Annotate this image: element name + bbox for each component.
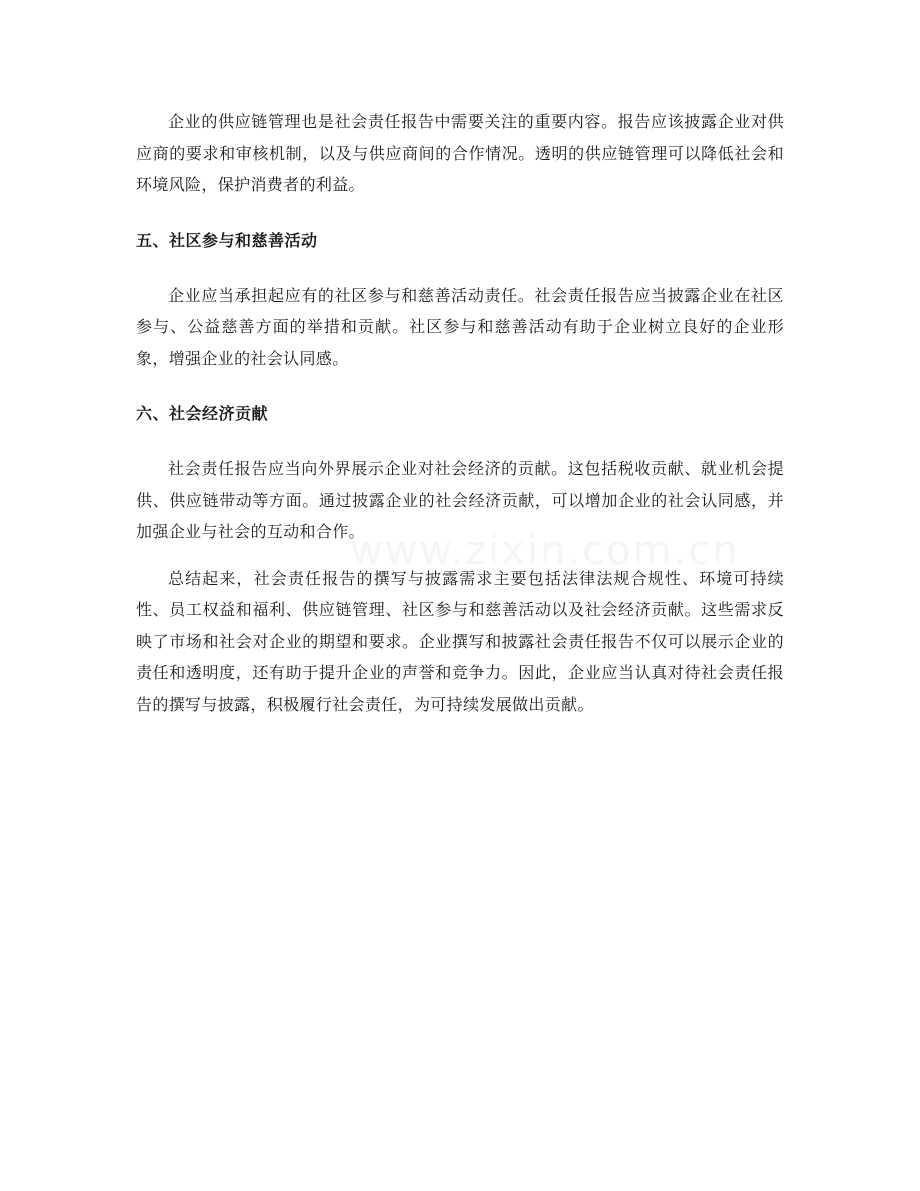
watermark: www.zixin.com.cn: [350, 528, 740, 574]
spacer: [136, 374, 784, 398]
spacer: [136, 429, 784, 453]
paragraph-economic: 社会责任报告应当向外界展示企业对社会经济的贡献。这包括税收贡献、就业机会提供、供应链带动等方面。通过披露企业的社会经济贡献，可以增加企业的社会认同感，并加强企业与社会的互动和合作。: [136, 459, 784, 541]
paragraph-supply-chain: 企业的供应链管理也是社会责任报告中需要关注的重要内容。报告应该披露企业对供应商的要求和审核机制，以及与供应商间的合作情况。透明的供应链管理可以降低社会和环境风险，保护消费者的利益。: [136, 112, 784, 194]
section-heading-economic: 六、社会经济贡献: [136, 404, 269, 423]
spacer: [136, 201, 784, 225]
document-body: [136, 106, 784, 720]
spacer: [136, 548, 784, 563]
paragraph-summary: 总结起来，社会责任报告的撰写与披露需求主要包括法律法规合规性、环境可持续性、员工权益和福利、供应链管理、社区参与和慈善活动以及社会经济贡献。这些需求反映了市场和社会对企业的期望和要求。企业撰写和披露社会责任报告不仅可以展示企业的责任和透明度，还有助于提升企业的声誉和竞争力。因此，企业应当认真对待社会责任报告的撰写与披露，积极履行社会责任，为可持续发展做出贡献。: [136, 568, 784, 714]
section-heading-community: 五、社区参与和慈善活动: [136, 230, 318, 250]
spacer: [136, 256, 784, 280]
paragraph-community: 企业应当承担起应有的社区参与和慈善活动责任。社会责任报告应当披露企业在社区参与、公益慈善方面的举措和贡献。社区参与和慈善活动有助于企业树立良好的企业形象，增强企业的社会认同感。: [136, 285, 784, 368]
